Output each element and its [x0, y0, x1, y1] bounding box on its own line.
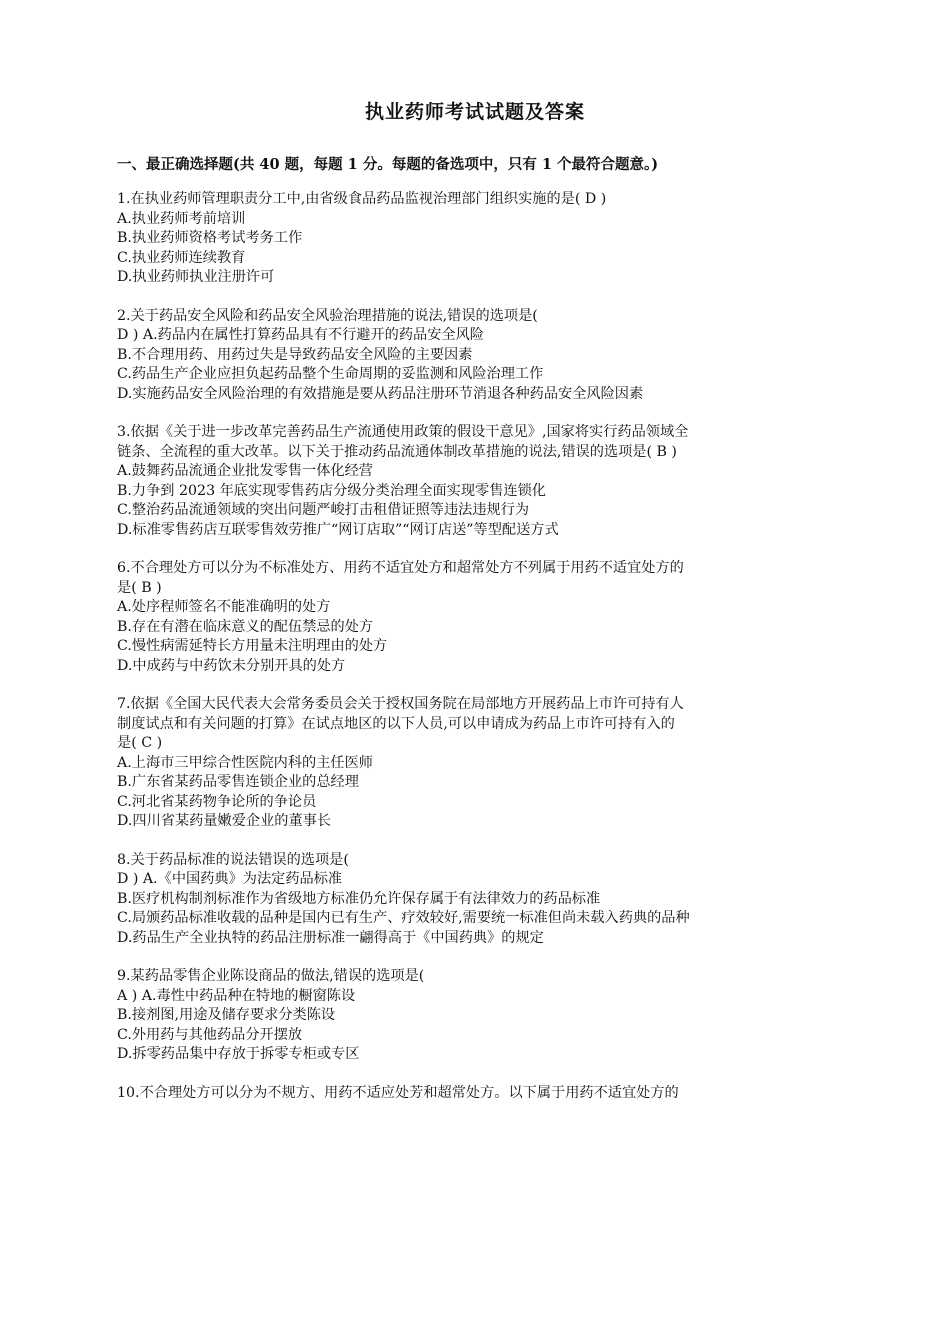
- question-text-line: C.药品生产企业应担负起药品整个生命周期的妥监测和风险治理工作: [117, 366, 544, 382]
- question-text-line: B.医疗机构制剂标准作为省级地方标准仍允许保存属于有法律效力的药品标准: [117, 890, 601, 907]
- question-stem-line: 7.依据《全国大民代表大会常务委员会关于授权国务院在局部地方开展药品上市许可持有人: [117, 696, 684, 712]
- question-text-line: A.执业药师考前培训: [117, 210, 246, 227]
- question-block: [117, 695, 837, 832]
- question-block: [117, 307, 837, 405]
- question-text-line: D.拆零药品集中存放于拆零专柜或专区: [117, 1046, 360, 1062]
- question-stem-line: 10.不合理处方可以分为不规方、用药不适应处芳和超常处方。以下属于用药不适宜处方的: [117, 1084, 679, 1101]
- question-text-line: C.执业药师连续教育: [117, 249, 246, 266]
- question-text-line: D.中成药与中药饮未分别开具的处方: [117, 657, 346, 674]
- question-text-line: B.执业药师资格考试考务工作: [117, 230, 303, 246]
- question-block: [117, 851, 837, 949]
- question-list: [117, 190, 837, 1122]
- section-heading: 一、最正确选择题(共 40 题，每题 1 分。每题的备选项中，只有 1 个最符合题意。): [117, 156, 659, 173]
- question-text-line: A.处序程师签名不能准确明的处方: [117, 599, 331, 615]
- question-stem-line: 2.关于药品安全风险和药品安全风验治理措施的说法,错误的选项是(: [117, 307, 538, 324]
- question-text-line: 是( B ): [117, 579, 162, 596]
- question-stem-line: 6.不合理处方可以分为不标准处方、用药不适宜处方和超常处方不列属于用药不适宜处方的: [117, 560, 684, 576]
- question-text-line: D.四川省某药量嫩爱企业的董事长: [117, 813, 332, 829]
- question-text-line: B.不合理用药、用药过失是导致药品安全风险的主要因素: [117, 346, 473, 363]
- question-text-line: C.河北省某药物争论所的争论员: [117, 793, 317, 810]
- question-text-line: A.上海市三甲综合性医院内科的主任医师: [117, 754, 373, 771]
- question-text-line: D.执业药师执业注册许可: [117, 269, 275, 285]
- question-stem-line: 3.依据《关于进一步改革完善药品生产流通使用政策的假设干意见》,国家将实行药品领域全: [117, 424, 689, 440]
- question-block: [117, 423, 837, 540]
- question-text-line: 制度试点和有关问题的打算》在试点地区的以下人员,可以申请成为药品上市许可持有入的: [117, 715, 675, 732]
- question-stem-line: 8.关于药品标准的说法错误的选项是(: [117, 851, 349, 868]
- question-text-line: D ) A.药品内在属性打算药品具有不行避开的药品安全风险: [117, 327, 484, 343]
- question-text-line: B.存在有潜在临床意义的配伍禁忌的处方: [117, 618, 374, 635]
- question-text-line: C.慢性病需延特长方用量未注明理由的处方: [117, 638, 388, 654]
- question-text-line: A ) A.毒性中药品种在特地的橱窗陈设: [117, 987, 356, 1004]
- question-text-line: D.实施药品安全风险治理的有效措施是要从药品注册环节消退各种药品安全风险因素: [117, 385, 644, 402]
- question-text-line: C.外用药与其他药品分开摆放: [117, 1026, 303, 1043]
- question-text-line: 是( C ): [117, 735, 163, 751]
- question-block: [117, 559, 837, 676]
- question-block: [117, 967, 837, 1065]
- question-text-line: B.接剂图,用途及储存要求分类陈设: [117, 1007, 336, 1023]
- document-title: 执业药师考试试题及答案: [364, 101, 585, 123]
- question-text-line: D.标准零售药店互联零售效劳推广“网订店取”“网订店送”等型配送方式: [117, 521, 559, 538]
- question-stem-line: 1.在执业药师管理职责分工中,由省级食品药品监视治理部门组织实施的是( D ): [117, 191, 607, 207]
- question-block: [117, 1084, 837, 1104]
- question-text-line: D.药品生产全业执特的药品注册标准一翩得高于《中国药典》的规定: [117, 929, 544, 946]
- question-text-line: B.广东省某药品零售连锁企业的总经理: [117, 774, 359, 790]
- question-text-line: D ) A.《中国药典》为法定药品标准: [117, 871, 343, 887]
- question-text-line: C.整治药品流通领域的突出问题严峻打击租借证照等违法违规行为: [117, 502, 530, 518]
- question-block: [117, 190, 837, 288]
- question-text-line: A.鼓舞药品流通企业批发零售一体化经营: [117, 463, 373, 479]
- question-text-line: C.局颁药品标准收载的品种是国内已有生产、疗效较好,需要统一标准但尚未载入药典的品种: [117, 910, 690, 926]
- question-text-line: 链条、全流程的重大改革。以下关于推动药品流通体制改革措施的说法,错误的选项是( B ): [117, 443, 677, 460]
- question-text-line: B.力争到 2023 年底实现零售药店分级分类治理全面实现零售连锁化: [117, 482, 546, 499]
- question-stem-line: 9.某药品零售企业陈设商品的做法,错误的选项是(: [117, 968, 425, 984]
